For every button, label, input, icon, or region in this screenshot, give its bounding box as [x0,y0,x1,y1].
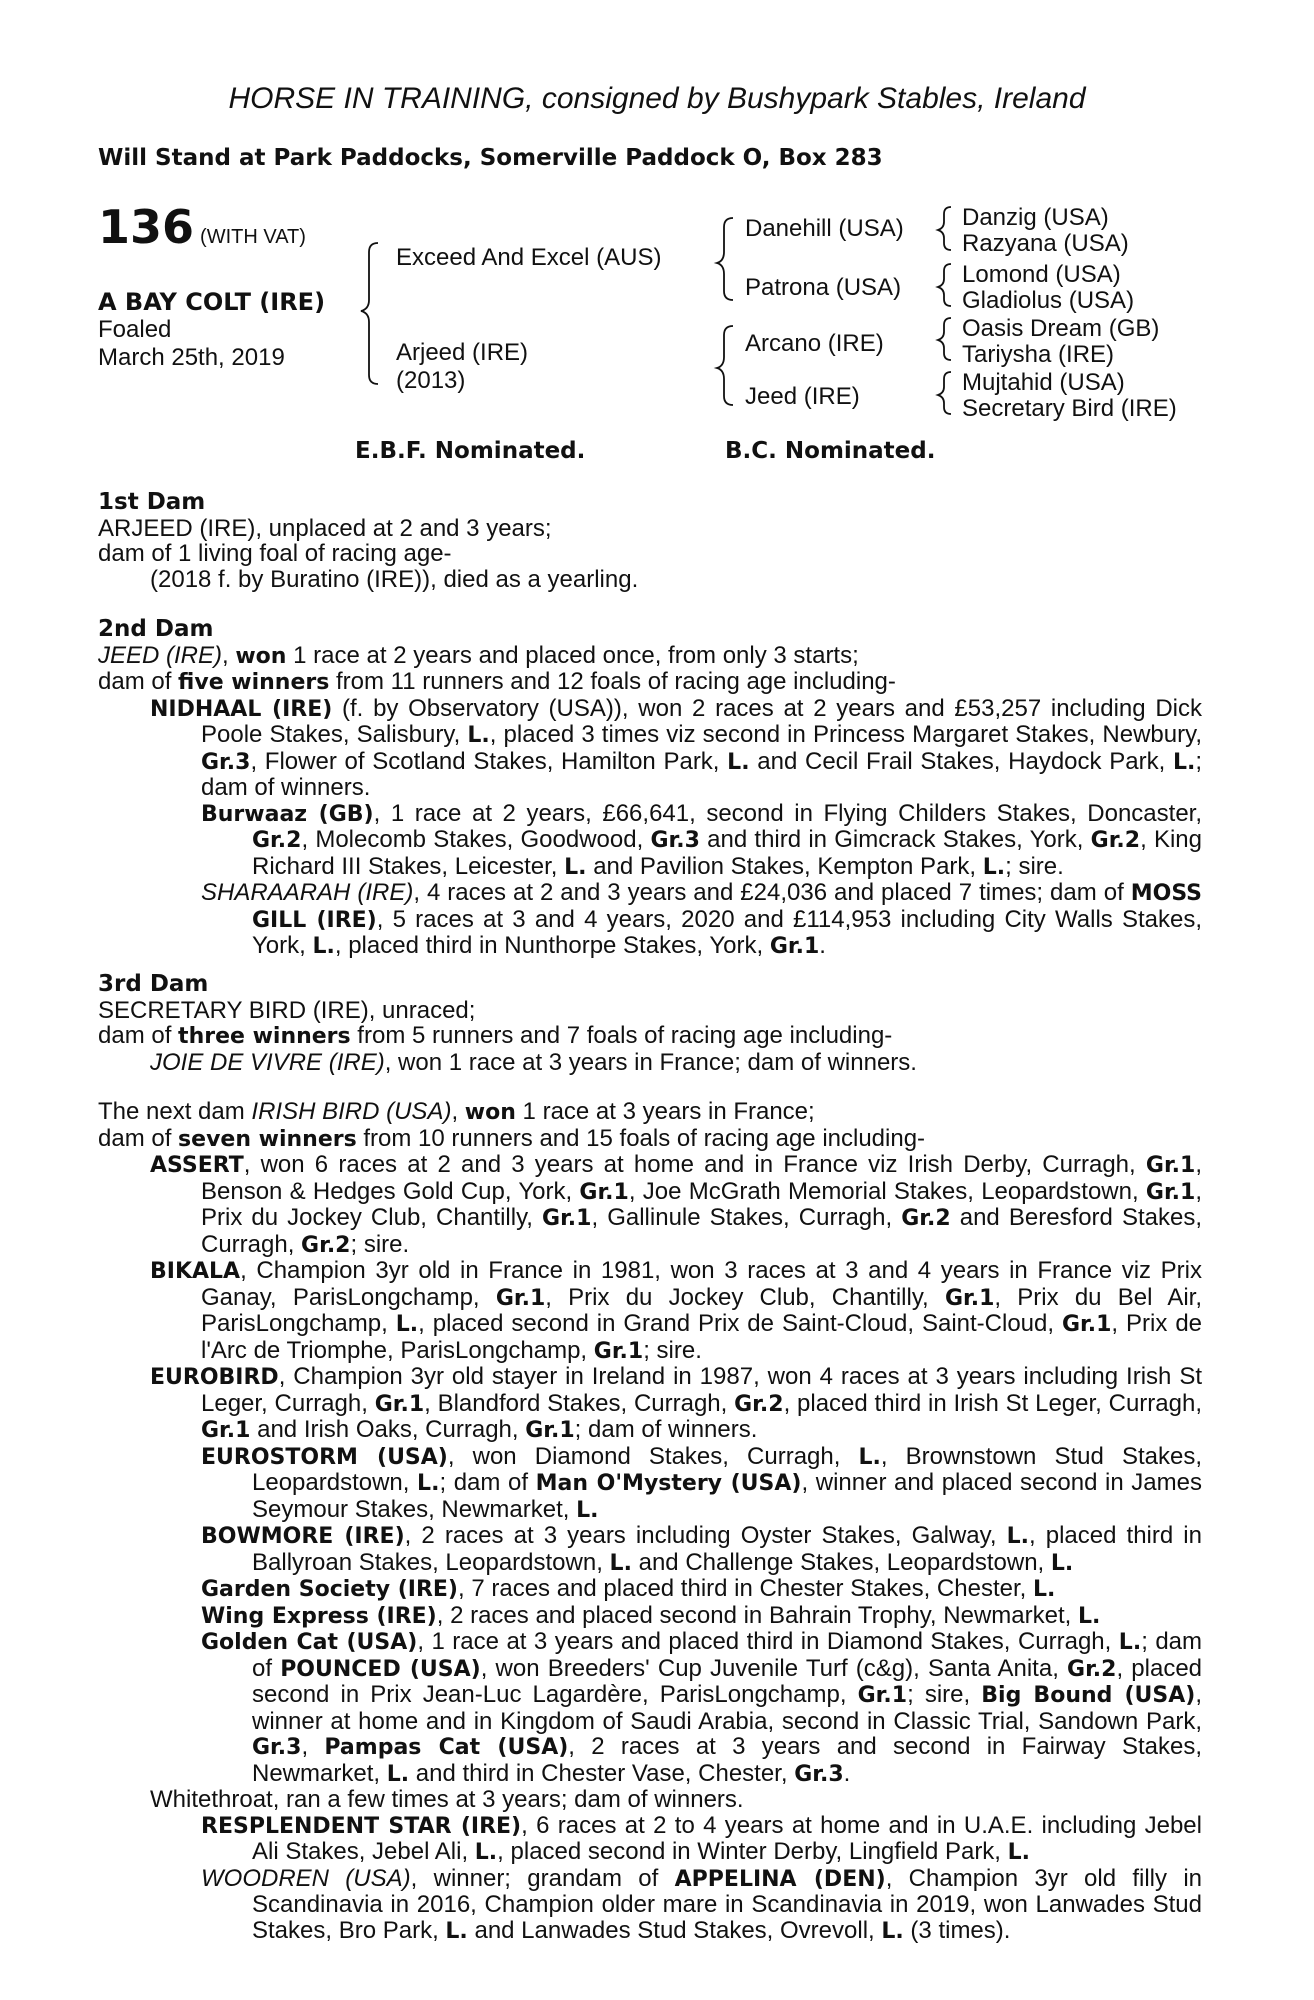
race-grade: Gr.2 [301,1232,351,1258]
race-grade: Gr.2 [901,1206,951,1231]
g3-ancestor: Oasis Dream (GB) [962,315,1160,342]
next-dam-produce [98,1126,1202,1153]
text-run: , Benson & Hedges Gold Cup, York, [201,1151,1202,1205]
text-run: from 10 runners and 15 foals of racing age including- [356,1124,926,1152]
bold-text: five winners [178,670,330,695]
text-run: , 7 races and placed third in Chester Stakes, Chester, [458,1575,1033,1602]
horse-name-bold: Garden Society (IRE) [201,1577,458,1602]
text-run: , 1 race at 2 years, £66,641, second in Flying Childers Stakes, Doncaster, [373,799,1202,827]
bracket-g3-3 [938,318,951,360]
text-run: ; sire. [643,1336,702,1364]
race-grade: Gr.1 [1145,1179,1196,1205]
text-run: , placed second in Prix Jean-Luc Lagardère, ParisLongchamp, [252,1654,1203,1708]
race-grade: Gr.1 [525,1418,575,1443]
dam-name: JEED (IRE) [98,641,223,669]
race-grade: Gr.1 [579,1179,629,1205]
text-run: dam of [98,1124,179,1152]
third-dam-produce [98,1023,1202,1050]
horse-name-bold: BOWMORE (IRE) [201,1524,405,1549]
horse-name-bold: NIDHAAL (IRE) [150,696,333,722]
produce-entry [98,696,1202,801]
text-run: , placed 3 times viz second in Princess Margaret Stakes, Newbury, [489,721,1202,748]
first-dam-line: (2018 f. by Buratino (IRE)), died as a yearling. [150,565,639,593]
text-run: , Prix du Jockey Club, Chantilly, [545,1283,945,1311]
text-run: , winner and placed second in James Seymour Stakes, Newmarket, [252,1469,1202,1523]
text-run: , won 6 races at 2 and 3 years at home and in France viz Irish Derby, Curragh, [243,1151,1146,1178]
race-grade: L. [1006,1524,1029,1549]
g3-ancestor: Razyana (USA) [962,230,1129,257]
dam: Arjeed (IRE) [396,339,529,366]
produce-entry [98,1152,1202,1258]
text-run: , Champion 3yr old in France in 1981, won 3 races at 3 and 4 years in France viz Prix Ganay, ParisLongchamp, [201,1257,1202,1311]
g3-ancestor: Lomond (USA) [962,261,1121,288]
text-run: , Champion 3yr old filly in Scandinavia in 2016, Champion older mare in Scandinavia in 2019, won Lanwades Stud Stakes, Bro Park, [252,1864,1202,1944]
dam-dam: Jeed (IRE) [745,383,860,410]
text-run: , placed second in Grand Prix de Saint-Cloud, Saint-Cloud, [418,1310,1062,1337]
horse-name-bold: EUROSTORM (USA) [201,1444,448,1470]
horse-name-bold: MOSS GILL (IRE) [252,881,1203,933]
first-dam-heading: 1st Dam [98,489,206,515]
race-grade: Gr.1 [495,1285,546,1311]
vat-note: (WITH VAT) [200,226,306,248]
text-run: and Lanwades Stud Stakes, Ovrevoll, [467,1916,882,1944]
horse-name-bold: Man O'Mystery (USA) [535,1471,802,1496]
race-grade: L. [1172,749,1196,775]
produce-entry [98,1576,1202,1603]
race-grade: L. [467,723,490,748]
text-run: , Brownstown Stud Stakes, Leopardstown, [252,1442,1202,1496]
race-grade: Gr.3 [650,828,700,853]
race-grade: L. [474,1840,498,1865]
text-run: ; dam of winners. [201,747,1202,801]
text-run: ; dam of [439,1469,536,1496]
bracket-g3-1 [938,207,951,250]
text-run: and third in Chester Vase, Chester, [409,1759,795,1787]
race-grade: Gr.2 [1090,828,1141,853]
text-run: , Prix du Jockey Club, Chantilly, [201,1177,1202,1231]
text-run: 1 race at 3 years in France; [515,1098,815,1125]
text-run: ; sire, [907,1681,982,1708]
text-run: and third in Gimcrack Stakes, York, [699,826,1091,853]
first-dam-line: dam of 1 living foal of racing age- [98,540,452,567]
race-grade: Gr.3 [252,1735,302,1760]
text-run: , placed third in Irish St Leger, Curragh, [783,1389,1202,1417]
race-grade: L. [858,1444,881,1470]
lot-number: 136 [98,200,195,254]
text-run: , Molecomb Stakes, Goodwood, [301,826,651,853]
race-grade: Gr.1 [857,1683,908,1708]
produce-entry [98,801,1202,881]
text-run: , [222,641,236,669]
text-run: (f. by Observatory (USA)), won 2 races at 2 years and £53,257 including Dick Poole Stakes, Salisbury, [201,694,1202,748]
produce-entry [98,880,1202,960]
text-run: , Joe McGrath Memorial Stakes, Leopardstown, [628,1177,1146,1205]
horse-name-bold: EUROBIRD [150,1365,279,1390]
second-dam-record [98,643,1202,670]
text-run: , placed third in Nunthorpe Stakes, York, [334,932,770,959]
race-grade: Gr.3 [794,1761,844,1787]
race-grade: L. [312,934,335,959]
bracket-gen2-sire [717,218,733,300]
race-grade: Gr.1 [542,1206,592,1231]
text-run: , Prix de l'Arc de Triomphe, ParisLongchamp, [201,1310,1203,1364]
text-run: , winner; grandam of [410,1864,675,1892]
next-dam-section [98,1099,1202,1944]
race-grade: L. [881,1918,904,1944]
text-run: , won Breeders' Cup Juvenile Turf (c&g), Santa Anita, [480,1654,1068,1682]
page-title: HORSE IN TRAINING, consigned by Bushypark Stables, Ireland [228,82,1086,115]
text-run: (3 times). [903,1916,1011,1944]
text-run: and Irish Oaks, Curragh, [250,1416,526,1443]
horse-name-bold: POUNCED (USA) [280,1656,481,1682]
horse-name-bold: Golden Cat (USA) [201,1630,418,1655]
text-run: ; dam of winners. [574,1416,758,1443]
g3-ancestor: Danzig (USA) [962,204,1109,231]
first-dam-section [98,490,1202,592]
text-run: , 4 races at 2 and 3 years and £24,036 and placed 7 times; dam of [413,879,1131,906]
bold-text: won [464,1100,516,1125]
horse-name-italic: SHARAARAH (IRE) [201,879,414,906]
race-grade: Gr.2 [252,828,302,853]
race-grade: Gr.1 [1061,1312,1112,1337]
bracket-gen2-dam [717,326,733,405]
race-grade: Gr.1 [374,1391,425,1417]
produce-entry [98,1813,1202,1866]
text-run: , placed second in Winter Derby, Lingfield Park, [497,1838,1008,1865]
text-run: , Flower of Scotland Stakes, Hamilton Park, [250,747,728,775]
race-grade: L. [445,1918,468,1944]
text-run: ; sire. [1005,852,1064,880]
race-grade: Gr.1 [944,1285,995,1311]
text-run: . [843,1759,851,1787]
text-run: , King Richard III Stakes, Leicester, [252,826,1203,880]
foaled-label: Foaled [98,316,172,343]
horse-name-bold: RESPLENDENT STAR (IRE) [201,1813,522,1839]
race-grade: Gr.2 [1067,1656,1117,1682]
text-run: and Cecil Frail Stakes, Haydock Park, [749,747,1173,775]
race-grade: L. [386,1761,410,1787]
race-grade: L. [1032,1577,1056,1602]
text-run: , [451,1098,465,1125]
bold-text: seven winners [178,1126,357,1152]
dam-sire: Arcano (IRE) [745,330,884,357]
bracket-g3-4 [938,372,951,414]
text-run: , Blandford Stakes, Curragh, [424,1389,735,1417]
race-grade: Gr.3 [201,749,251,775]
bold-text: won [235,643,287,669]
text-run: The next dam [98,1098,252,1125]
horse-name-bold: Wing Express (IRE) [201,1603,437,1629]
produce-entry [98,1364,1202,1444]
produce-entry [98,1523,1202,1576]
horse-name-bold: Pampas Cat (USA) [324,1735,569,1760]
race-grade: Gr.1 [593,1338,644,1364]
text-run: , Prix du Bel Air, ParisLongchamp, [201,1283,1202,1337]
text-run: ; dam of [252,1628,1203,1682]
produce-entry [98,1050,1202,1076]
race-grade: L. [1007,1840,1031,1865]
third-dam-record: SECRETARY BIRD (IRE), unraced; [98,996,476,1024]
horse-name-bold: Burwaaz (GB) [201,801,374,827]
produce-entry [98,1866,1202,1945]
race-grade: L. [982,854,1006,880]
text-run: , Gallinule Stakes, Curragh, [591,1204,902,1231]
text-run: , [301,1733,325,1760]
race-grade: L. [1050,1550,1074,1576]
sire-dam: Patrona (USA) [745,274,902,301]
text-run: , 2 races and placed second in Bahrain Trophy, Newmarket, [436,1601,1078,1629]
race-grade: Gr.1 [1145,1153,1196,1178]
second-dam-section [98,617,1202,960]
foaled-date: March 25th, 2019 [98,344,285,371]
g3-ancestor: Mujtahid (USA) [962,369,1125,396]
stand-location: Will Stand at Park Paddocks, Somerville Paddock O, Box 283 [98,145,883,171]
text-run: from 5 runners and 7 foals of racing age including- [350,1022,893,1049]
produce-entry [98,1603,1202,1630]
race-grade: Gr.2 [734,1391,784,1417]
text-run: , winner at home and in Kingdom of Saudi Arabia, second in Classic Trial, Sandown Park, [252,1681,1203,1735]
text-run: 1 race at 2 years and placed once, from only 3 starts; [286,641,859,669]
race-grade: L. [564,854,587,880]
bracket-gen1 [361,243,378,384]
bracket-g3-2 [938,264,951,306]
text-run: from 11 runners and 12 foals of racing age including- [329,668,896,695]
g3-ancestor: Gladiolus (USA) [962,287,1135,314]
dam-name: IRISH BIRD (USA) [251,1098,452,1125]
produce-entry [98,1258,1202,1364]
third-dam-section [98,972,1202,1075]
text-run: and Challenge Stakes, Leopardstown, [631,1548,1051,1576]
third-dam-heading: 3rd Dam [98,971,209,997]
text-run: and Pavilion Stakes, Kempton Park, [586,852,983,880]
text-run: , 6 races at 2 to 4 years at home and in U.A.E. including Jebel Ali Stakes, Jebel Ali, [252,1811,1202,1865]
race-grade: L. [609,1550,632,1576]
g3-ancestor: Tariysha (IRE) [962,341,1115,368]
text-run: , Champion 3yr old stayer in Ireland in 1987, won 4 races at 3 years including Irish St Leger, Curragh, [201,1363,1202,1417]
horse-name-bold: BIKALA [150,1259,241,1284]
race-grade: L. [1077,1603,1101,1629]
horse-name-bold: APPELINA (DEN) [674,1866,886,1892]
text-run: , 2 races at 3 years and second in Fairway Stakes, Newmarket, [252,1733,1202,1787]
text-run: , 1 race at 3 years and placed third in Diamond Stakes, Curragh, [417,1628,1119,1655]
produce-entry [98,1629,1202,1787]
text-run: . [819,932,826,959]
race-grade: L. [576,1497,599,1523]
horse-name-italic: WOODREN (USA) [201,1864,411,1892]
dam-year: (2013) [396,367,466,394]
sire-sire: Danehill (USA) [745,215,904,242]
next-dam-record [98,1099,1202,1126]
second-dam-produce [98,669,1202,696]
race-grade: Gr.1 [201,1418,251,1443]
first-dam-line: ARJEED (IRE), unplaced at 2 and 3 years; [98,514,552,542]
sire: Exceed And Excel (AUS) [396,244,662,271]
horse-name-italic: JOIE DE VIVRE (IRE) [150,1048,385,1076]
horse-name-bold: ASSERT [150,1153,244,1178]
ebf-nominated: E.B.F. Nominated. [355,438,586,464]
race-grade: L. [1118,1630,1142,1655]
text-run: dam of [98,1022,179,1049]
horse-name-bold: Big Bound (USA) [981,1683,1196,1708]
produce-entry: Whitethroat, ran a few times at 3 years; dam of winners. [150,1786,744,1813]
text-run: , 5 races at 3 and 4 years, 2020 and £114,953 including City Walls Stakes, York, [252,905,1203,959]
race-grade: Gr.1 [769,934,820,959]
text-run: , 2 races at 3 years including Oyster Stakes, Galway, [404,1522,1007,1549]
text-run: and Beresford Stakes, Curragh, [201,1204,1202,1258]
produce-entry [98,1444,1202,1524]
text-run: , won 1 race at 3 years in France; dam of winners. [384,1048,917,1076]
bold-text: three winners [178,1024,351,1049]
text-run: dam of [98,668,179,695]
text-run: , placed third in Ballyroan Stakes, Leopardstown, [252,1522,1202,1576]
second-dam-heading: 2nd Dam [98,616,214,642]
text-run: , won Diamond Stakes, Curragh, [447,1442,859,1470]
race-grade: L. [395,1312,419,1337]
g3-ancestor: Secretary Bird (IRE) [962,395,1177,422]
race-grade: L. [417,1471,440,1496]
text-run: ; sire. [350,1230,410,1258]
bc-nominated: B.C. Nominated. [725,438,936,464]
race-grade: L. [727,749,750,775]
horse-description: A BAY COLT (IRE) [98,288,326,316]
